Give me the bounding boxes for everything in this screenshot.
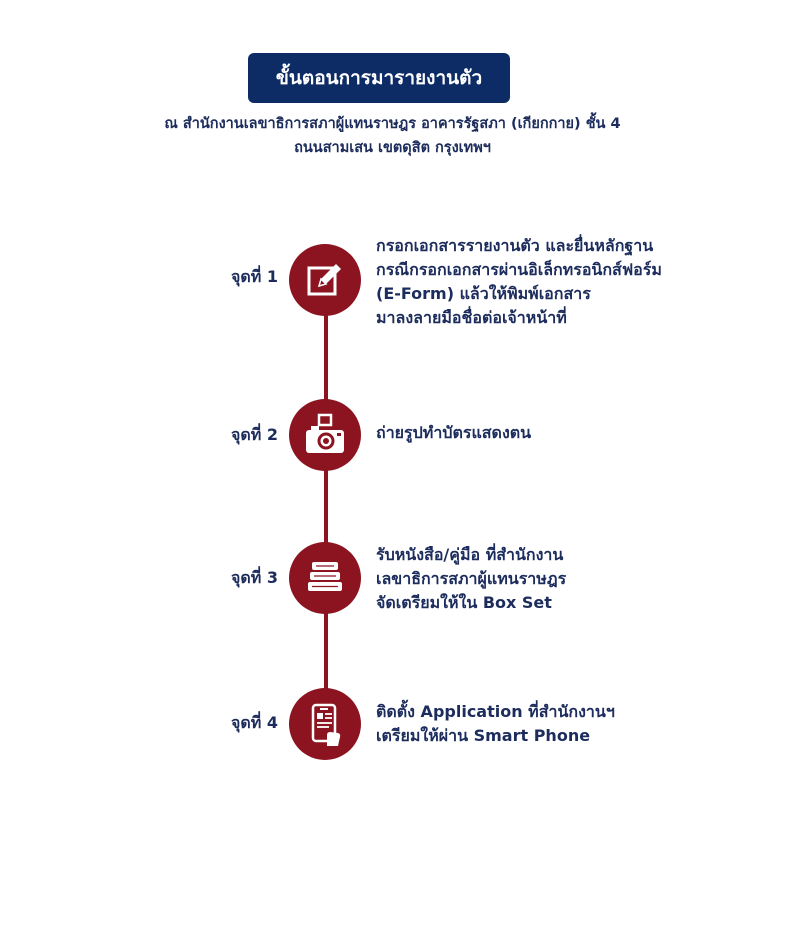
step-4-circle bbox=[289, 688, 361, 760]
step-3-label: จุดที่ 3 bbox=[230, 568, 278, 587]
timeline-connector bbox=[324, 280, 328, 725]
page-title: ขั้นตอนการมารายงานตัว bbox=[248, 53, 510, 103]
step-2-label: จุดที่ 2 bbox=[230, 425, 278, 444]
step-1-label: จุดที่ 1 bbox=[230, 267, 278, 286]
step-1-line: กรอกเอกสารรายงานตัว และยื่นหลักฐาน bbox=[376, 236, 654, 255]
step-3-line: จัดเตรียมให้ใน Box Set bbox=[376, 593, 552, 612]
books-icon bbox=[304, 557, 346, 599]
step-1-text bbox=[376, 234, 756, 330]
address-line-2: ถนนสามเสน เขตดุสิต กรุงเทพฯ bbox=[294, 140, 491, 156]
address-line-1: ณ สำนักงานเลขาธิการสภาผู้แทนราษฎร อาคารรัฐสภา (เกียกกาย) ชั้น 4 bbox=[164, 116, 621, 132]
step-4-line: ติดตั้ง Application ที่สำนักงานฯ bbox=[376, 702, 615, 721]
step-2-circle bbox=[289, 399, 361, 471]
step-1-line: (E-Form) แล้วให้พิมพ์เอกสาร bbox=[376, 284, 591, 303]
step-2-text bbox=[376, 421, 756, 445]
step-3-circle bbox=[289, 542, 361, 614]
step-1-line: กรณีกรอกเอกสารผ่านอิเล็กทรอนิกส์ฟอร์ม bbox=[376, 260, 662, 279]
step-3-line: เลขาธิการสภาผู้แทนราษฎร bbox=[376, 569, 567, 588]
step-1-circle bbox=[289, 244, 361, 316]
camera-icon bbox=[303, 413, 347, 457]
step-3-text bbox=[376, 543, 756, 615]
step-4-label: จุดที่ 4 bbox=[230, 713, 278, 732]
step-2-line: ถ่ายรูปทำบัตรแสดงตน bbox=[376, 423, 532, 442]
step-1-line: มาลงลายมือชื่อต่อเจ้าหน้าที่ bbox=[376, 308, 567, 327]
smartphone-icon bbox=[305, 702, 345, 746]
edit-form-icon bbox=[305, 260, 345, 300]
step-4-text bbox=[376, 700, 756, 748]
address bbox=[100, 112, 685, 160]
step-4-line: เตรียมให้ผ่าน Smart Phone bbox=[376, 726, 591, 745]
step-3-line: รับหนังสือ/คู่มือ ที่สำนักงาน bbox=[376, 545, 564, 564]
